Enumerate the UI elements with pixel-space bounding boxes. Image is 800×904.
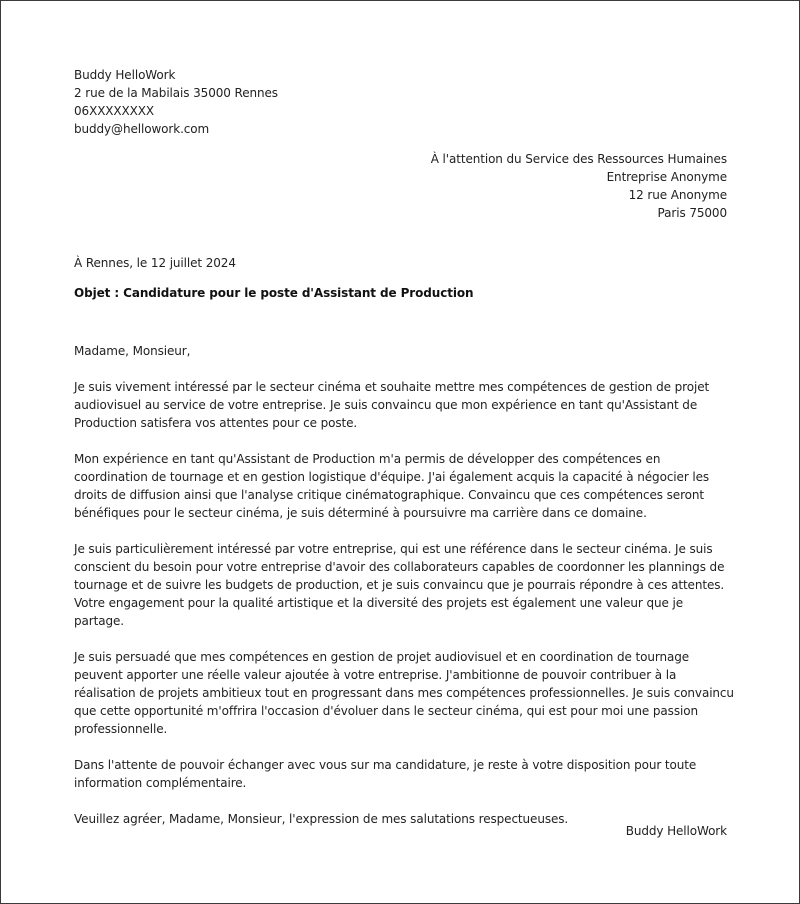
closing-paragraph: Veuillez agréer, Madame, Monsieur, l'expression de mes salutations respectueuses.	[74, 812, 569, 826]
paragraph: Je suis persuadé que mes compétences en gestion de projet audiovisuel et en coordination de tournage peuvent apporter une réelle valeur ajoutée à votre entreprise. J'ambitionne de pouvoir contribuer à la réalisation de projets ambitieux tout en progressant dans mes compétences professionnelles. Je suis convaincu que cette opportunité m'offrira l'occasion d'évoluer dans le secteur cinéma, qui est pour moi une passion professionnelle.	[74, 650, 734, 736]
salutation: Madame, Monsieur,	[74, 344, 191, 358]
sender-phone: 06XXXXXXXX	[74, 104, 155, 118]
recipient-block	[431, 150, 727, 222]
sender-block	[74, 66, 278, 138]
paragraph: Je suis particulièrement intéressé par votre entreprise, qui est une référence dans le secteur cinéma. Je suis conscient du besoin pour votre entreprise d'avoir des collaborateurs capables de coordonner les plannings de tournage et de suivre les budgets de production, et je suis convaincu que je pourrais répondre à ces attentes. Votre engagement pour la qualité artistique et la diversité des projets est également une valeur que je partage.	[74, 542, 725, 628]
sender-address: 2 rue de la Mabilais 35000 Rennes	[74, 86, 278, 100]
date-line: À Rennes, le 12 juillet 2024	[74, 256, 236, 270]
subject-line: Objet : Candidature pour le poste d'Assistant de Production	[74, 286, 474, 300]
recipient-company: Entreprise Anonyme	[606, 170, 727, 184]
paragraph: Mon expérience en tant qu'Assistant de Production m'a permis de développer des compétences en coordination de tournage et en gestion logistique d'équipe. J'ai également acquis la capacité à négocier les droits de diffusion ainsi que l'analyse critique cinématographique. Convaincu que ces compétences seront bénéfiques pour le secteur cinéma, je suis déterminé à poursuivre ma carrière dans ce domaine.	[74, 452, 710, 520]
recipient-street: 12 rue Anonyme	[628, 188, 727, 202]
signature: Buddy HelloWork	[625, 824, 727, 838]
paragraph: Je suis vivement intéressé par le secteur cinéma et souhaite mettre mes compétences de gestion de projet audiovisuel au service de votre entreprise. Je suis convaincu que mon expérience en tant qu'Assistant de Production satisfera vos attentes pour ce poste.	[74, 380, 710, 430]
paragraph: Dans l'attente de pouvoir échanger avec vous sur ma candidature, je reste à votre disposition pour toute information complémentaire.	[74, 758, 697, 790]
sender-name: Buddy HelloWork	[74, 68, 176, 82]
recipient-city: Paris 75000	[657, 206, 727, 220]
sender-email: buddy@hellowork.com	[74, 122, 210, 136]
recipient-attention: À l'attention du Service des Ressources Humaines	[430, 152, 727, 166]
letter-body	[74, 342, 734, 846]
